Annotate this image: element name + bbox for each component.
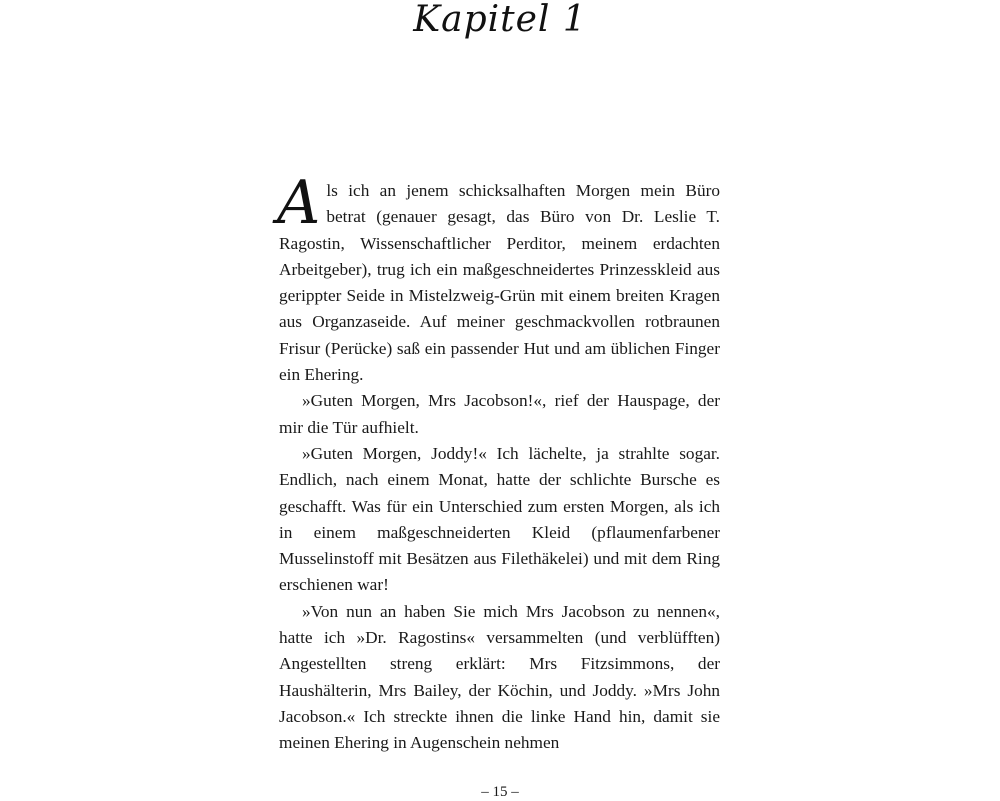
drop-cap: A	[277, 168, 321, 238]
paragraph-4: »Von nun an haben Sie mich Mrs Jacobson zu nennen«, hatte ich »Dr. Ragostins« versammelten (und verblüfften) Angestellten streng erklärt: Mrs Fitzsimmons, der Haushälterin, Mrs Bailey, der Köchin, und Joddy. »Mrs John Jacobson.« Ich streckte ihnen die linke Hand hin, damit sie meinen Ehering in Augenschein nehmen	[279, 601, 720, 753]
chapter-title: Kapitel 1	[413, 0, 587, 40]
paragraph-3: »Guten Morgen, Joddy!« Ich lächelte, ja strahlte sogar. Endlich, nach einem Monat, hatte der schlichte Bursche es geschafft. Was für ein Unterschied zum ersten Morgen, als ich in einem maßgeschneiderten Kleid (pflaumenfarbener Musselinstoff mit Besätzen aus Filethäkelei) und mit dem Ring erschienen war!	[279, 443, 720, 595]
chapter-text	[277, 168, 720, 757]
paragraph-1	[277, 168, 720, 388]
paragraph-2: »Guten Morgen, Mrs Jacobson!«, rief der Hauspage, der mir die Tür aufhielt.	[279, 391, 720, 437]
paragraph-1-text: ls ich an jenem schicksalhaften Morgen mein Büro betrat (genauer gesagt, das Büro von Dr. Leslie T. Ragostin, Wissenschaftlicher Perditor, meinem erdachten Arbeitgeber), trug ich ein maßgeschneidertes Prinzesskleid aus gerippter Seide in Mistelzweig-Grün mit einem breiten Kragen aus Organzaseide. Auf meiner geschmackvollen rotbraunen Frisur (Perücke) saß ein passender Hut und am üblichen Finger ein Ehering.	[279, 181, 720, 385]
page-number: – 15 –	[481, 784, 519, 800]
